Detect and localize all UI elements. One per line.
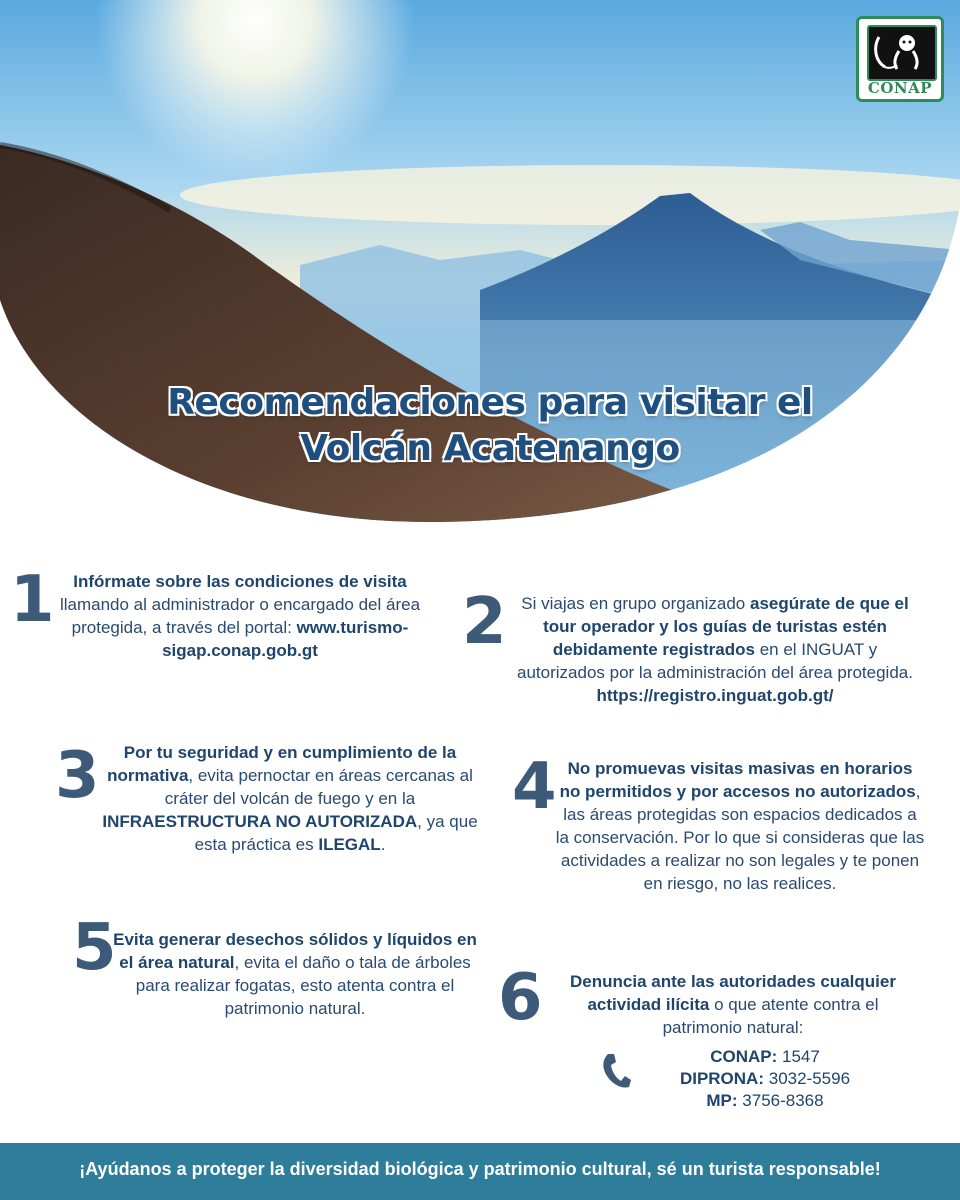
footer-banner bbox=[0, 1143, 960, 1200]
rec-6-body: o que atente contra el patrimonio natural: bbox=[662, 995, 879, 1037]
rec-2-bold: asegúrate de que el tour operador y los guías de turistas estén debidamente registrados bbox=[543, 594, 909, 659]
recommendation-6-text bbox=[548, 970, 918, 1039]
recommendation-3-text bbox=[100, 741, 480, 856]
rec-1-link[interactable]: www.turismo-sigap.conap.gob.gt bbox=[162, 618, 409, 660]
recommendation-number: 3 bbox=[55, 739, 100, 813]
rec-6-bold: Denuncia ante las autoridades cualquier actividad ilícita bbox=[570, 972, 896, 1014]
recommendation-number: 6 bbox=[498, 961, 543, 1035]
rec-2-link[interactable]: https://registro.inguat.gob.gt/ bbox=[596, 686, 834, 705]
recommendation-number: 2 bbox=[462, 585, 507, 659]
rec-3-body-2: , ya que esta práctica es bbox=[194, 812, 478, 854]
rec-3-bold: Por tu seguridad y en cumplimiento de la normativa bbox=[107, 743, 457, 785]
rec-5-bold: Evita generar desechos sólidos y líquidos en el área natural bbox=[113, 930, 477, 972]
title-line-1: Recomendaciones para visitar el bbox=[167, 382, 813, 423]
phone-icon bbox=[600, 1052, 632, 1095]
recommendation-5-text bbox=[110, 928, 480, 1020]
recommendation-number: 4 bbox=[512, 750, 557, 824]
page-title bbox=[150, 380, 830, 472]
logo-wordmark: CONAP bbox=[867, 79, 933, 97]
rec-3-bold-3: ILEGAL bbox=[318, 835, 381, 854]
rec-3-bold-2: INFRAESTRUCTURA NO AUTORIZADA bbox=[102, 812, 418, 831]
rec-1-bold: Infórmate sobre las condiciones de visita bbox=[73, 572, 407, 591]
recommendation-number: 5 bbox=[72, 911, 117, 985]
contact-conap: CONAP: 1547 bbox=[710, 1047, 820, 1066]
rec-2-intro: Si viajas en grupo organizado bbox=[521, 594, 746, 613]
rec-4-bold: No promuevas visitas masivas en horarios no permitidos y por accesos no autorizados bbox=[559, 759, 916, 801]
rec-4-body: , las áreas protegidas son espacios dedicados a la conservación. Por lo que si consideras que las actividades a realizar no son legales y te ponen en riesgo, no las realices. bbox=[555, 782, 925, 893]
rec-5-body: , evita el daño o tala de árboles para realizar fogatas, esto atenta contra el patrimonio natural. bbox=[135, 953, 471, 1018]
recommendation-4-text bbox=[555, 757, 925, 895]
contact-list bbox=[640, 1046, 890, 1112]
rec-2-body: en el INGUAT y autorizados por la administración del área protegida. bbox=[517, 640, 913, 682]
footer-text: ¡Ayúdanos a proteger la diversidad biológica y patrimonio cultural, sé un turista responsable! bbox=[79, 1159, 881, 1179]
rec-3-body: , evita pernoctar en áreas cercanas al cráter del volcán de fuego y en la bbox=[164, 766, 473, 808]
rec-1-body: llamando al administrador o encargado del área protegida, a través del portal: bbox=[59, 595, 421, 637]
recommendation-1-text bbox=[50, 570, 430, 662]
rec-3-end: . bbox=[380, 835, 386, 854]
recommendation-2-text bbox=[515, 592, 915, 707]
monkey-icon bbox=[867, 25, 937, 81]
recommendation-number: 1 bbox=[10, 563, 55, 637]
contact-mp: MP: 3756-8368 bbox=[706, 1091, 824, 1110]
title-line-2: Volcán Acatenango bbox=[300, 428, 680, 469]
conap-logo bbox=[856, 16, 944, 102]
contact-diprona: DIPRONA: 3032-5596 bbox=[679, 1069, 851, 1088]
